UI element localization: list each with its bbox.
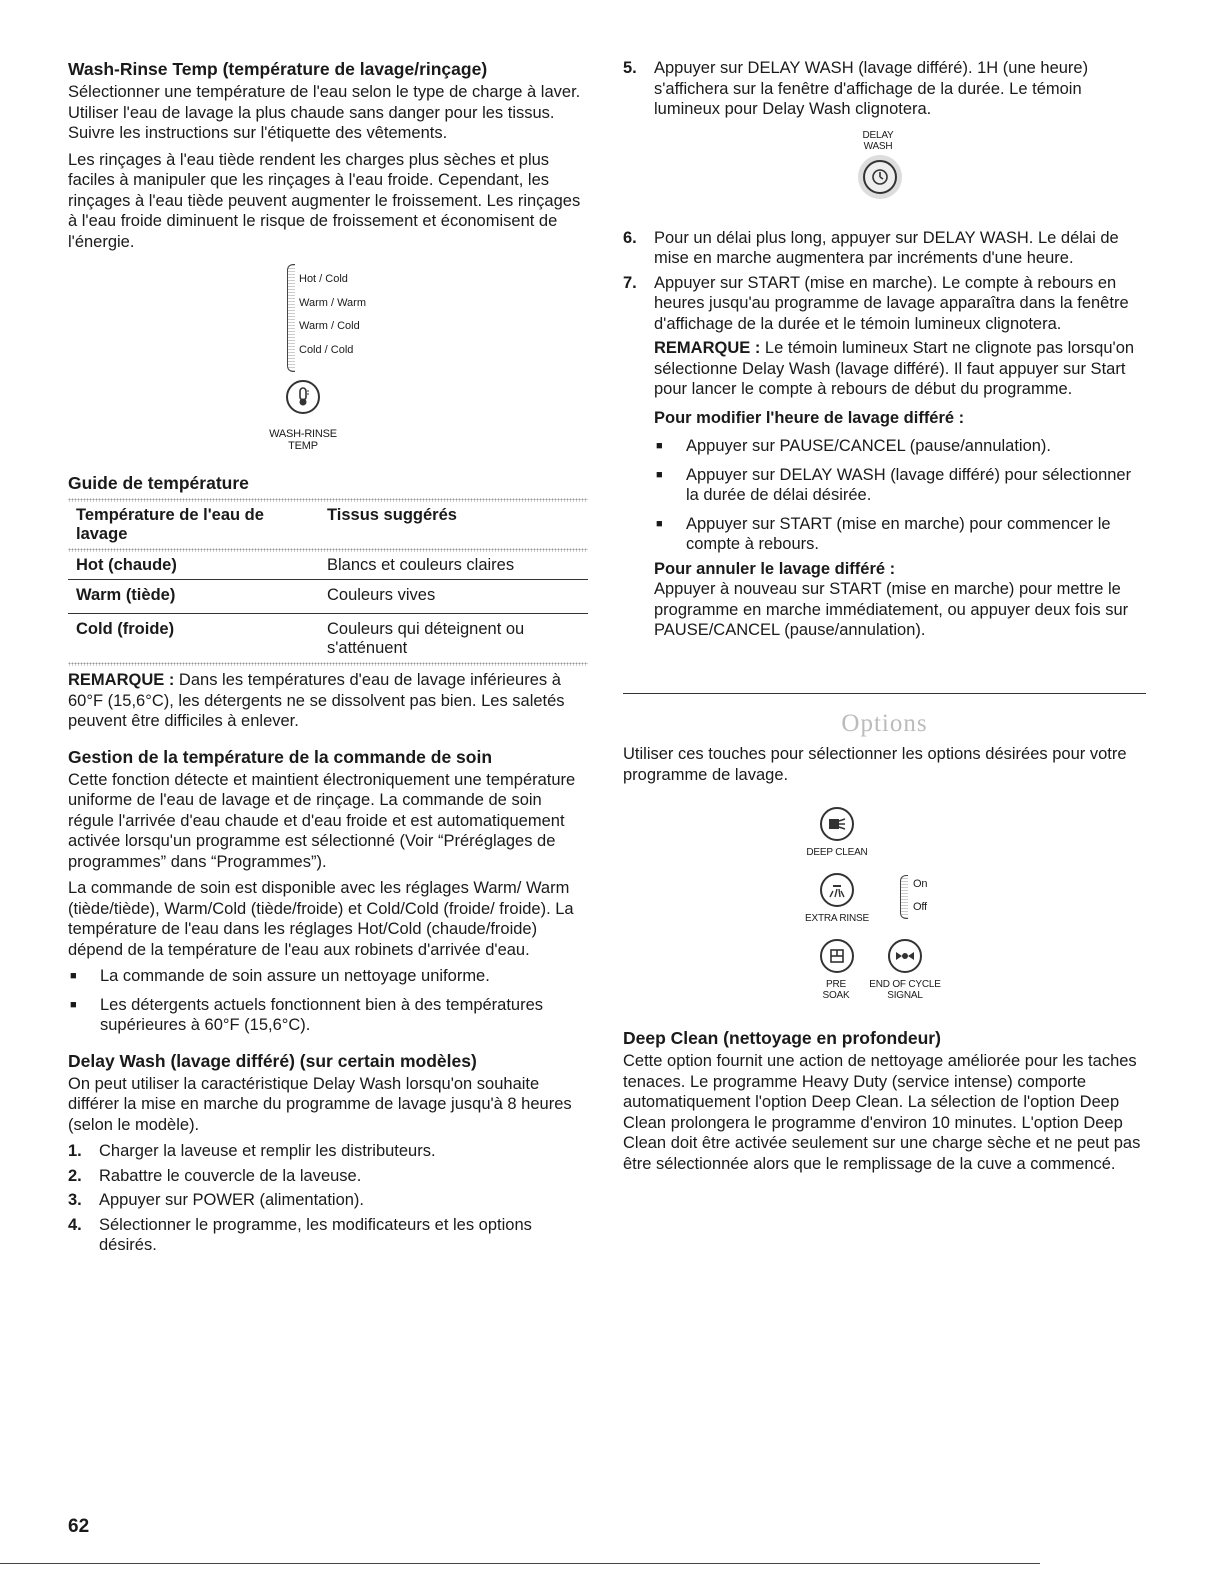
list-item: [623, 58, 1145, 120]
wash-rinse-panel: [68, 258, 590, 472]
row-temp: Hot (chaude): [76, 556, 177, 574]
step-number: 1.: [68, 1142, 82, 1160]
table-row: [68, 614, 588, 663]
temperature-guide-body: [68, 552, 588, 662]
bullet-square-icon: ■: [656, 517, 663, 530]
care-p1: Cette fonction détecte et maintient électroniquement une température uniforme de l'eau de lavage et de rinçage. La commande de soin régule l'arrivée d'eau chaude et d'eau froide et est automatiquement activée lorsqu'un programme est sélectionné (Voir “Préréglages de programmes” dans “Programmes”).: [68, 770, 576, 871]
options-title: Options: [841, 710, 928, 737]
bullet-text: Appuyer sur START (mise en marche) pour commencer le compte à rebours.: [686, 514, 1111, 553]
option-cold-cold: Cold / Cold: [299, 343, 354, 356]
bullet-square-icon: ■: [656, 468, 663, 481]
note-text: Dans les températures d'eau de lavage inférieures à 60°F (15,6°C), les détergents ne se dissolvent pas bien. Les saletés peuvent être difficiles à enlever.: [68, 671, 565, 730]
care-heading: Gestion de la température de la commande de soin: [68, 746, 493, 767]
option-warm-warm: Warm / Warm: [299, 296, 367, 309]
label-end-of-cycle: END OF CYCLE: [869, 979, 941, 990]
step-text: Rabattre le couvercle de la laveuse.: [99, 1166, 362, 1185]
header-temp: Température de l'eau de lavage: [76, 506, 264, 543]
pre-soak-icon: [820, 939, 854, 973]
bullet-square-icon: ■: [70, 998, 77, 1011]
thermometer-icon: [286, 380, 320, 414]
label-signal: SIGNAL: [887, 990, 923, 1001]
step-text: Sélectionner le programme, les modificateurs et les options désirés.: [99, 1215, 532, 1254]
bullet-square-icon: ■: [656, 440, 663, 452]
step-text: Appuyer sur DELAY WASH (lavage différé). 1H (une heure) s'affichera sur la fenêtre d'affichage de la durée. Le témoin lumineux pour Delay Wash clignotera.: [654, 59, 1089, 118]
wash-rinse-temp-label: [248, 428, 358, 452]
option-warm-cold: Warm / Cold: [299, 320, 360, 332]
header-fabric: Tissus suggérés: [327, 506, 457, 524]
extra-rinse-on: On: [913, 878, 928, 890]
bullet-square-icon: ■: [70, 970, 77, 982]
list-item: [654, 514, 1145, 555]
extra-rinse-selector-bar: [900, 875, 908, 919]
extra-rinse-icon: [820, 873, 854, 907]
step-number: 5.: [623, 59, 637, 77]
list-item: [68, 1141, 590, 1162]
right-column: [623, 58, 1145, 641]
modify-heading: Pour modifier l'heure de lavage différé :: [654, 408, 965, 427]
page-number: 62: [68, 1516, 90, 1537]
note-label: REMARQUE :: [654, 339, 761, 357]
row-temp: Warm (tiède): [76, 586, 176, 604]
options-intro: Utiliser ces touches pour sélectionner les options désirées pour votre programme de lavage.: [623, 745, 1127, 784]
deep-clean-label: DEEP CLEAN: [806, 847, 868, 858]
delay-note: [623, 338, 1145, 400]
modify-section: [623, 408, 1145, 641]
list-item: [68, 1215, 590, 1256]
step-text: Appuyer sur START (mise en marche). Le compte à rebours en heures jusqu'au programme de lavage apparaîtra dans la fenêtre d'affichage de la durée et le témoin lumineux clignotera.: [654, 273, 1129, 333]
step-text: Pour un délai plus long, appuyer sur DELAY WASH. Le délai de mise en marche augmentera par incréments d'une heure.: [654, 228, 1119, 267]
section-divider: [623, 693, 1146, 694]
wash-rinse-p1: Sélectionner une température de l'eau selon le type de charge à laver. Utiliser l'eau de lavage la plus chaude sans danger pour les tissus. Suivre les instructions sur l'étiquette des vêtements.: [68, 83, 581, 142]
pre-soak-label: [810, 979, 862, 1001]
list-item: [68, 1190, 590, 1211]
note-label: REMARQUE :: [68, 671, 175, 689]
label-pre: PRE: [826, 979, 846, 990]
bullet-text: La commande de soin assure un nettoyage uniforme.: [100, 967, 490, 985]
extra-rinse-label: EXTRA RINSE: [805, 913, 869, 924]
list-item: [654, 465, 1145, 506]
step-text: Charger la laveuse et remplir les distributeurs.: [99, 1142, 436, 1160]
delay-wash-label: [848, 130, 908, 152]
bullet-text: Les détergents actuels fonctionnent bien à des températures supérieures à 60°F (15,6°C).: [100, 995, 544, 1034]
step-number: 6.: [623, 228, 637, 247]
delay-p1: On peut utiliser la caractéristique Delay Wash lorsqu'on souhaite différer la mise en marche du programme de lavage jusqu'à 8 heures (selon le modèle).: [68, 1074, 572, 1134]
list-item: [68, 1166, 590, 1187]
step-number: 2.: [68, 1166, 82, 1185]
extra-rinse-off: Off: [913, 901, 927, 913]
bullet-text: Appuyer sur DELAY WASH (lavage différé) pour sélectionner la durée de délai désirée.: [686, 465, 1132, 504]
deep-clean-heading: Deep Clean (nettoyage en profondeur): [623, 1028, 941, 1048]
label-soak: SOAK: [822, 990, 850, 1001]
cancel-heading: Pour annuler le lavage différé :: [654, 559, 896, 578]
list-item: [68, 995, 590, 1036]
delay-wash-illustration: [623, 124, 1145, 228]
temperature-guide-table: [68, 502, 588, 548]
label-wash-rinse: WASH-RINSE: [269, 428, 337, 440]
wash-rinse-p2: Les rinçages à l'eau tiède rendent les charges plus sèches et plus faciles à manipuler que les rinçages à l'eau froide. Cependant, les rinçages à l'eau tiède peuvent augmenter le froissement. Les rinçages à l'eau froide diminuent le risque de froissement et économisent de l'énergie.: [68, 150, 581, 251]
care-p2: La commande de soin est disponible avec les réglages Warm/ Warm (tiède/tiède), Warm/Cold (tiède/froide) et Cold/Cold (froide/ froide). La température de l'eau dans les réglages Hot/Cold (chaude/froide) dépend de la température de l'eau aux robinets d'arrivée d'eau.: [68, 879, 574, 959]
delay-heading: Delay Wash (lavage différé) (sur certain modèles): [68, 1050, 477, 1071]
row-fabric: Blancs et couleurs claires: [327, 556, 515, 574]
deep-clean-text: Cette option fournit une action de nettoyage améliorée pour les taches tenaces. Le programme Heavy Duty (service intense) comporte automatiquement l'option Deep Clean. La sélection de l'option Deep Clean prolongera le programme d'environ 10 minutes. L'option Deep Clean doit être activée seulement sur une charge sèche et ne peut pas être sélectionnée alors que le remplissage de la cuve a commencé.: [623, 1052, 1141, 1173]
table-header-row: [68, 502, 588, 548]
list-item: [68, 966, 590, 987]
list-item: [654, 436, 1145, 457]
options-panel: [623, 791, 1145, 1027]
end-of-cycle-label: [863, 979, 947, 1001]
deep-clean-icon: [820, 807, 854, 841]
row-temp: Cold (froide): [76, 620, 175, 638]
cancel-text: Appuyer à nouveau sur START (mise en marche) pour mettre le programme en marche immédiatement, ou appuyer deux fois sur PAUSE/CANCEL (pause/annulation).: [654, 580, 1129, 639]
note-text: Le témoin lumineux Start ne clignote pas lorsqu'on sélectionne Delay Wash (lavage différé). Il faut appuyer sur Start pour lancer le compte à rebours de début du programme.: [654, 339, 1135, 398]
left-column: [68, 58, 590, 1260]
table-bottom-rule: [68, 662, 588, 666]
options-section: [623, 744, 1145, 1180]
wash-rinse-heading: Wash-Rinse Temp (température de lavage/rinçage): [68, 59, 488, 79]
list-item: [623, 228, 1145, 269]
label-temp: TEMP: [288, 440, 318, 452]
list-item: [623, 273, 1145, 335]
option-selector-bar: [287, 264, 295, 372]
label-delay: DELAY: [862, 129, 894, 141]
guide-note: [68, 670, 590, 732]
option-hot-cold: Hot / Cold: [299, 273, 348, 285]
step-number: 7.: [623, 273, 637, 292]
table-row: [68, 580, 588, 614]
guide-heading: Guide de température: [68, 473, 249, 493]
wash-rinse-options: [299, 268, 366, 362]
clock-icon: [863, 160, 897, 194]
row-fabric: Couleurs qui déteignent ou s'atténuent: [327, 620, 525, 657]
table-row: [68, 552, 588, 580]
step-number: 4.: [68, 1215, 82, 1234]
label-wash: WASH: [863, 140, 893, 152]
bullet-text: Appuyer sur PAUSE/CANCEL (pause/annulation).: [686, 437, 1052, 455]
bell-icon: [888, 939, 922, 973]
row-fabric: Couleurs vives: [327, 586, 436, 604]
footer-rule: [0, 1563, 1040, 1564]
step-text: Appuyer sur POWER (alimentation).: [99, 1191, 365, 1209]
step-number: 3.: [68, 1191, 82, 1209]
